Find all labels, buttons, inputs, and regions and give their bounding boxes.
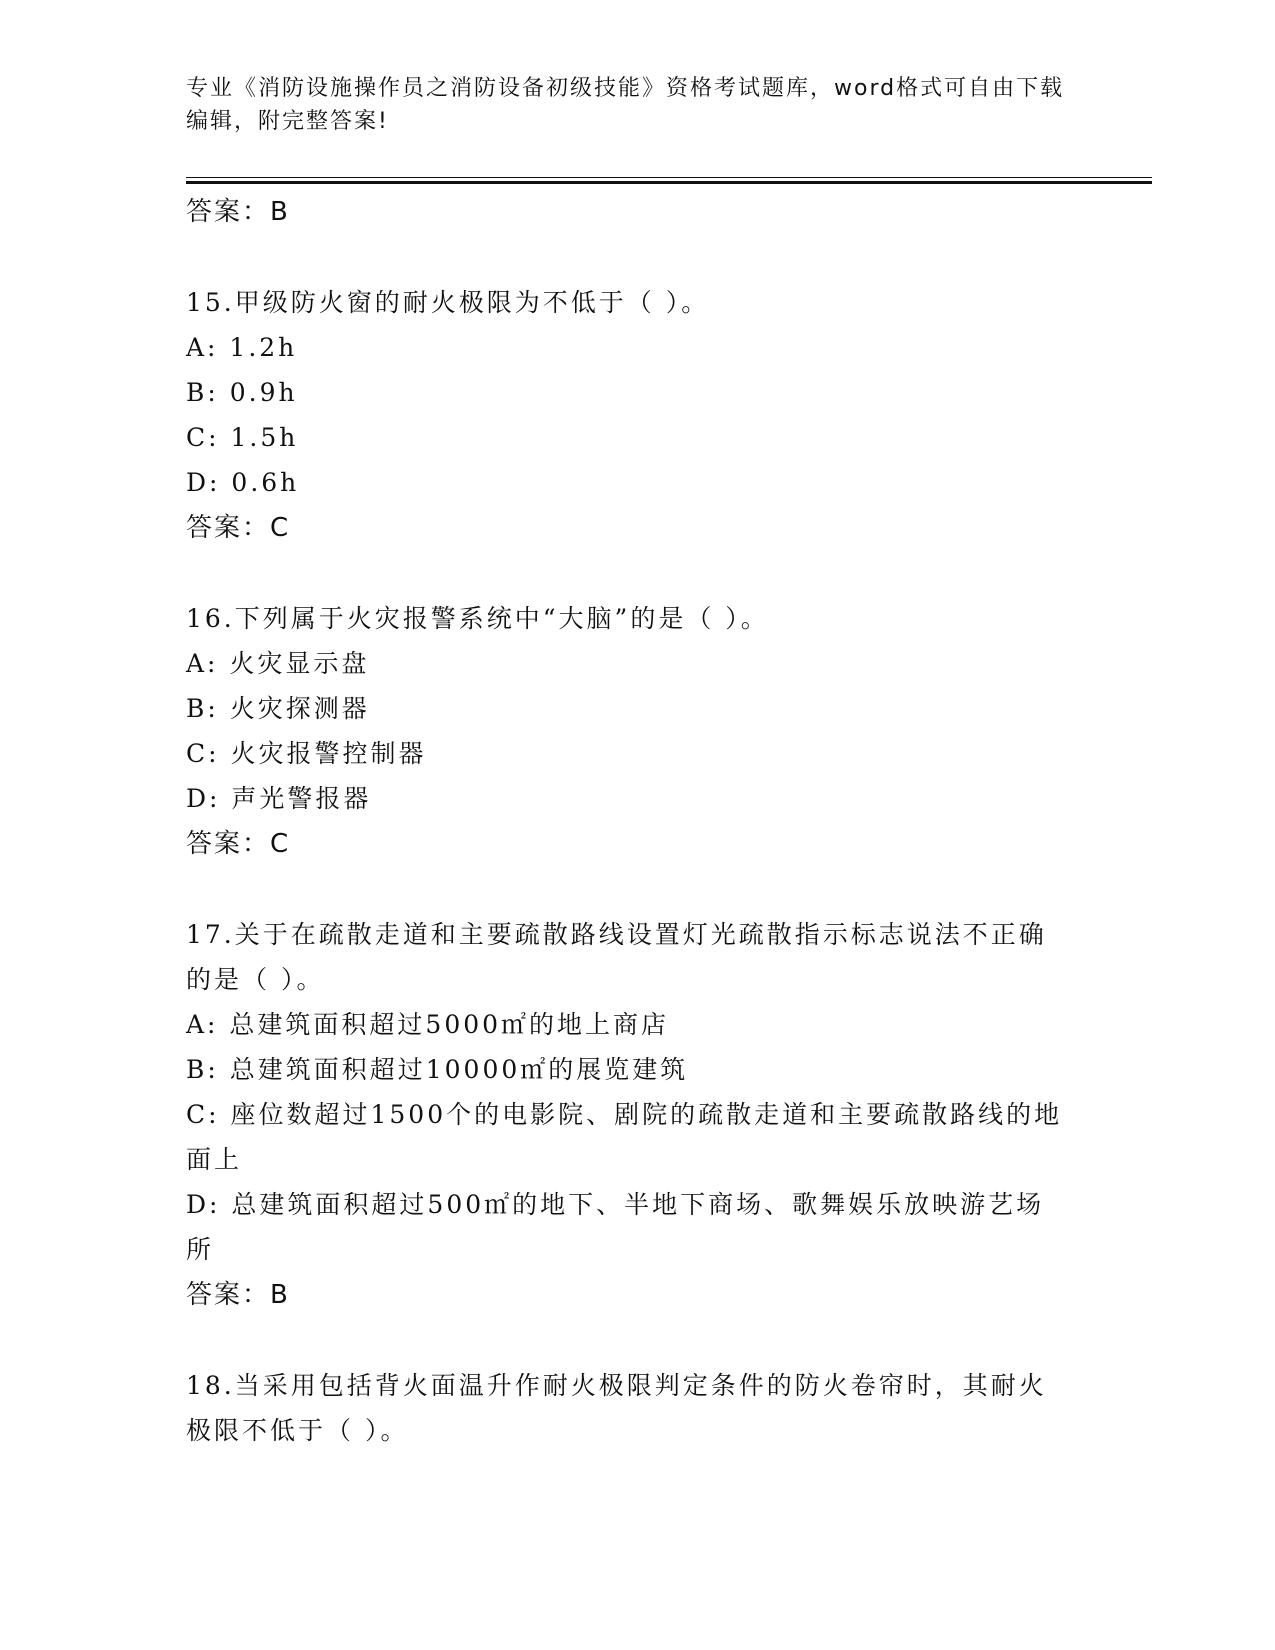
option-a: A: 总建筑面积超过5000㎡的地上商店 xyxy=(186,1010,670,1039)
answer-label: 答案：C xyxy=(186,513,291,543)
header-divider-thick xyxy=(186,181,1152,184)
header-divider-thin xyxy=(186,177,1152,178)
spacer xyxy=(186,1318,1086,1363)
spacer xyxy=(186,551,1086,596)
question-18 xyxy=(186,1363,1086,1453)
question-stem: 15.甲级防火窗的耐火极限为不低于（ ）。 xyxy=(186,288,710,317)
spacer xyxy=(186,235,1086,280)
option-a: A: 火灾显示盘 xyxy=(186,649,370,678)
question-stem: 18.当采用包括背火面温升作耐火极限判定条件的防火卷帘时，其耐火极限不低于（ ）。 xyxy=(186,1371,1047,1445)
spacer xyxy=(186,867,1086,912)
question-17 xyxy=(186,912,1086,1318)
option-b: B: 0.9h xyxy=(186,378,298,407)
option-c: C: 座位数超过1500个的电影院、剧院的疏散走道和主要疏散路线的地面上 xyxy=(186,1100,1063,1174)
option-b: B: 总建筑面积超过10000㎡的展览建筑 xyxy=(186,1055,689,1084)
option-c: C: 1.5h xyxy=(186,423,299,452)
answer-label: 答案：B xyxy=(186,197,290,227)
answer-label: 答案：C xyxy=(186,829,291,859)
option-a: A: 1.2h xyxy=(186,333,298,362)
option-d: D: 总建筑面积超过500㎡的地下、半地下商场、歌舞娱乐放映游艺场所 xyxy=(186,1190,1045,1264)
question-16 xyxy=(186,596,1086,867)
option-c: C: 火灾报警控制器 xyxy=(186,739,427,768)
question-stem: 17.关于在疏散走道和主要疏散路线设置灯光疏散指示标志说法不正确的是（ ）。 xyxy=(186,920,1047,994)
question-15 xyxy=(186,280,1086,551)
option-d: D: 声光警报器 xyxy=(186,784,372,813)
option-d: D: 0.6h xyxy=(186,468,300,497)
answer-label: 答案：B xyxy=(186,1280,290,1310)
question-stem: 16.下列属于火灾报警系统中“大脑”的是（ ）。 xyxy=(186,604,769,633)
question-list xyxy=(186,189,1086,1453)
document-header: 专业《消防设施操作员之消防设备初级技能》资格考试题库，word格式可自由下载编辑，附完整答案! xyxy=(186,76,1065,134)
option-b: B: 火灾探测器 xyxy=(186,694,370,723)
